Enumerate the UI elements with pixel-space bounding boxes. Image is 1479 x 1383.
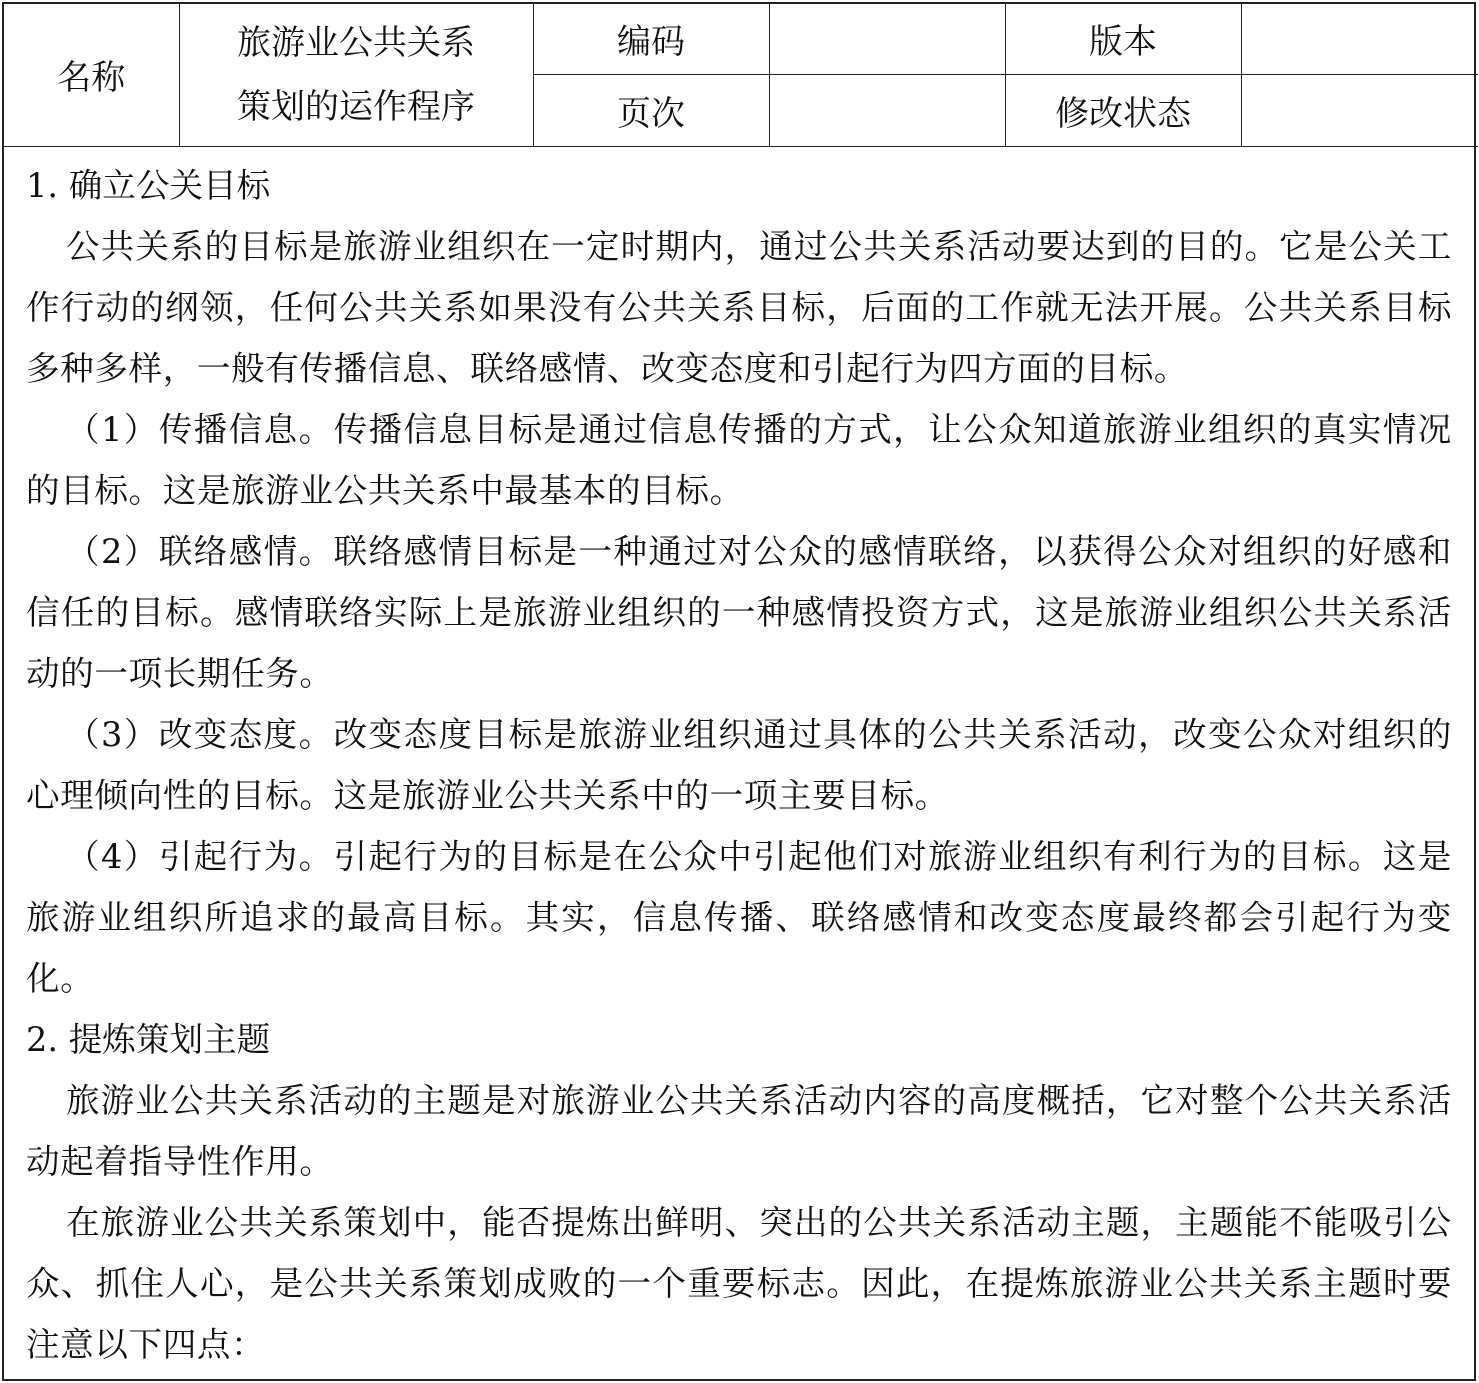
paragraph: 公共关系的目标是旅游业组织在一定时期内，通过公共关系活动要达到的目的。它是公关工作行动的纲领，任何公共关系如果没有公共关系目标，后面的工作就无法开展。公共关系目标多种多样，一般有传播信息、联络感情、改变态度和引起行为四方面的目标。 bbox=[26, 226, 1452, 388]
page-value bbox=[769, 74, 1005, 146]
paragraph: 在旅游业公共关系策划中，能否提炼出鲜明、突出的公共关系活动主题，主题能不能吸引公众、抓住人心，是公共关系策划成败的一个重要标志。因此，在提炼旅游业公共关系主题时要注意以下四点： bbox=[26, 1202, 1452, 1364]
section-heading-2: 2. 提炼策划主题 bbox=[26, 1019, 271, 1059]
page-label: 页次 bbox=[533, 74, 769, 146]
document-page bbox=[2, 2, 1476, 1381]
document-title bbox=[179, 4, 533, 146]
document-body bbox=[4, 147, 1474, 1375]
code-value bbox=[769, 4, 1005, 74]
paragraph: （2）联络感情。联络感情目标是一种通过对公众的感情联络，以获得公众对组织的好感和信任的目标。感情联络实际上是旅游业组织的一种感情投资方式，这是旅游业组织公共关系活动的一项长期任务。 bbox=[26, 531, 1452, 693]
revision-label: 修改状态 bbox=[1005, 74, 1241, 146]
paragraph: 旅游业公共关系活动的主题是对旅游业公共关系活动内容的高度概括，它对整个公共关系活动起着指导性作用。 bbox=[26, 1080, 1452, 1181]
section-heading-1: 1. 确立公关目标 bbox=[26, 165, 271, 205]
paragraph: （3）改变态度。改变态度目标是旅游业组织通过具体的公共关系活动，改变公众对组织的心理倾向性的目标。这是旅游业公共关系中的一项主要目标。 bbox=[26, 714, 1452, 815]
version-value bbox=[1241, 4, 1478, 74]
document-title-line2: 策划的运作程序 bbox=[237, 86, 475, 127]
paragraph: （4）引起行为。引起行为的目标是在公众中引起他们对旅游业组织有利行为的目标。这是旅游业组织所追求的最高目标。其实，信息传播、联络感情和改变态度最终都会引起行为变化。 bbox=[26, 836, 1452, 998]
version-label: 版本 bbox=[1005, 4, 1241, 74]
paragraph: （1）传播信息。传播信息目标是通过信息传播的方式，让公众知道旅游业组织的真实情况的目标。这是旅游业公共关系中最基本的目标。 bbox=[26, 409, 1452, 510]
document-title-line1: 旅游业公共关系 bbox=[237, 22, 475, 63]
code-label: 编码 bbox=[533, 4, 769, 74]
revision-value bbox=[1241, 74, 1478, 146]
document-header-table bbox=[4, 4, 1478, 147]
name-label: 名称 bbox=[4, 4, 179, 146]
